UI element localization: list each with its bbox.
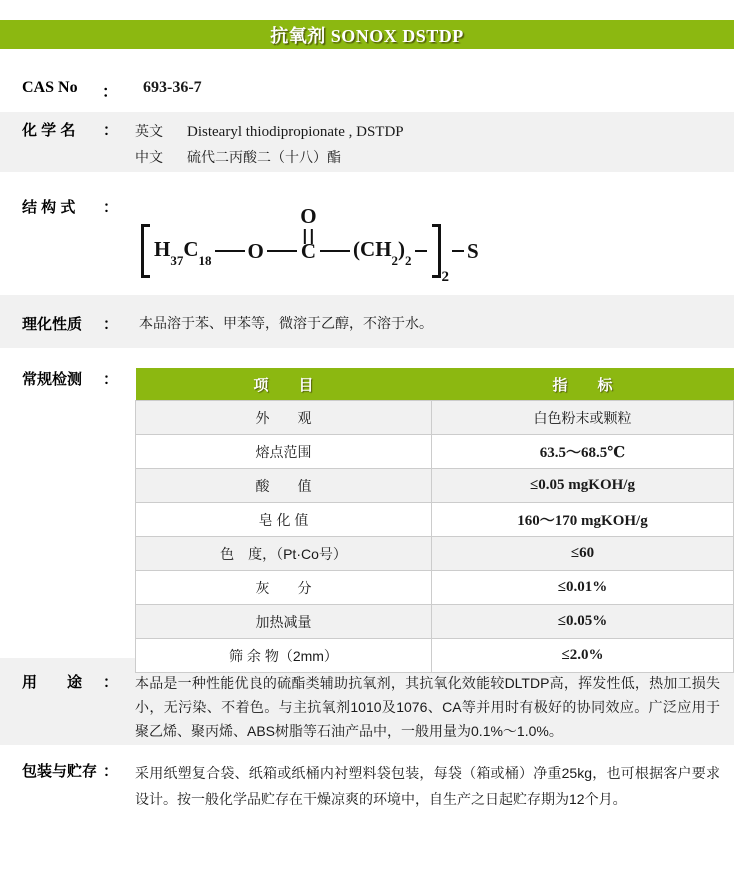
lang-label-zh: 中文 — [135, 149, 163, 165]
section-properties — [0, 295, 734, 348]
colon: ： — [102, 316, 118, 333]
spec-value-cell: 160～170 mgKOH/g — [432, 503, 734, 537]
table-row — [136, 435, 734, 469]
carbonyl-double-bond-oxygen: O — [300, 204, 316, 244]
spec-value-cell: ≤2.0% — [432, 639, 734, 673]
spec-value-cell: ≤0.05% — [432, 605, 734, 639]
formula-left-bracket — [141, 224, 150, 278]
testing-content — [135, 368, 734, 664]
formula-bracket-subscript: 2 — [441, 269, 450, 285]
chem-name-zh-line — [135, 145, 720, 170]
table-row — [136, 537, 734, 571]
formula-carbonyl-carbon: C O — [300, 203, 317, 263]
properties-content — [135, 313, 734, 348]
colon: ： — [102, 674, 118, 691]
section-structure — [0, 172, 734, 295]
table-row — [136, 469, 734, 503]
cas-content — [135, 79, 734, 112]
properties-label: 理化性质 ： — [22, 313, 118, 334]
bond-line — [215, 250, 245, 252]
spec-value-cell: ≤0.01% — [432, 571, 734, 605]
chemical-formula — [141, 203, 720, 285]
spec-name-cell: 皂 化 值 — [136, 503, 432, 537]
chem-name-zh: 硫代二丙酸二（十八）酯 — [187, 149, 341, 165]
cas-number: 693-36-7 — [143, 79, 202, 96]
table-row — [136, 605, 734, 639]
page — [0, 20, 734, 866]
section-cas — [0, 49, 734, 112]
section-uses — [0, 658, 734, 745]
spec-header-value: 指 标 — [432, 368, 734, 401]
uses-text: 本品是一种性能优良的硫酯类辅助抗氧剂，其抗氧化效能较DLTDP高，挥发性低，热加工损失小，无污染、不着色。与主抗氧剂1010及1076、CA等并用时有极好的协同效应。广泛应用于聚乙烯、聚丙烯、ABS树脂等石油产品中，一般用量为0.1%～1.0%。 — [135, 675, 720, 739]
formula-right-bracket — [432, 224, 441, 278]
lang-label-en: 英文 — [135, 123, 163, 139]
table-row — [136, 571, 734, 605]
table-row — [136, 401, 734, 435]
formula-ch2-group: $(CH_2)_2$ — [353, 236, 412, 269]
spec-table-header-row — [136, 368, 734, 401]
title-bar — [0, 20, 734, 49]
uses-content — [135, 671, 734, 745]
spec-name-cell: 灰 分 — [136, 571, 432, 605]
colon: ： — [102, 122, 118, 139]
spec-name-cell: 色 度，（Pt·Co号） — [136, 537, 432, 571]
table-row — [136, 503, 734, 537]
chem-name-en: Distearyl thiodipropionate , DSTDP — [187, 124, 404, 140]
spec-name-cell: 加热减量 — [136, 605, 432, 639]
formula-sulfur: S — [467, 238, 479, 263]
spec-name-cell: 外 观 — [136, 401, 432, 435]
bond-line — [415, 250, 427, 252]
bond-line — [267, 250, 297, 252]
properties-text: 本品溶于苯、甲苯等，微溶于乙醇，不溶于水。 — [139, 315, 433, 331]
section-chemical-name — [0, 112, 734, 172]
spec-name-cell: 筛 余 物（2mm） — [136, 639, 432, 673]
spec-table — [135, 368, 734, 673]
packaging-content — [135, 760, 734, 866]
colon: ： — [101, 84, 118, 101]
colon: ： — [102, 199, 118, 216]
spec-name-cell: 酸 值 — [136, 469, 432, 503]
spec-value-cell: 63.5～68.5℃ — [432, 435, 734, 469]
colon: ： — [102, 763, 118, 780]
testing-label: 常规检测 ： — [22, 368, 118, 389]
bond-line — [452, 250, 464, 252]
cas-label: CAS No ： — [22, 79, 118, 101]
section-testing — [0, 348, 734, 664]
structure-label: 结 构 式 ： — [22, 196, 118, 217]
chem-name-label: 化 学 名 ： — [22, 119, 118, 140]
chem-name-content — [135, 119, 734, 172]
cas-label-col — [0, 79, 135, 112]
packaging-label: 包装与贮存 ： — [22, 760, 118, 781]
uses-label: 用 途 ： — [22, 671, 118, 692]
colon: ： — [102, 371, 118, 388]
spec-value-cell: 白色粉末或颗粒 — [432, 401, 734, 435]
page-title: 抗氧剂 SONOX DSTDP — [270, 25, 464, 46]
formula-alkyl-group: $H_{37}C_{18}$ — [154, 236, 212, 269]
double-bond-line — [304, 229, 313, 244]
packaging-text: 采用纸塑复合袋、纸箱或纸桶内衬塑料袋包装，每袋（箱或桶）净重25kg，也可根据客户要求设计。按一般化学品贮存在干燥凉爽的环境中，自生产之日起贮存期为12个月。 — [135, 765, 720, 807]
chem-name-en-line — [135, 119, 720, 145]
spec-header-item: 项 目 — [136, 368, 432, 401]
spec-name-cell: 熔点范围 — [136, 435, 432, 469]
bond-line — [320, 250, 350, 252]
formula-oxygen: O — [247, 238, 264, 263]
spec-value-cell: ≤60 — [432, 537, 734, 571]
section-packaging — [0, 745, 734, 866]
table-row — [136, 639, 734, 673]
spec-value-cell: ≤0.05 mgKOH/g — [432, 469, 734, 503]
structure-content — [135, 196, 734, 295]
